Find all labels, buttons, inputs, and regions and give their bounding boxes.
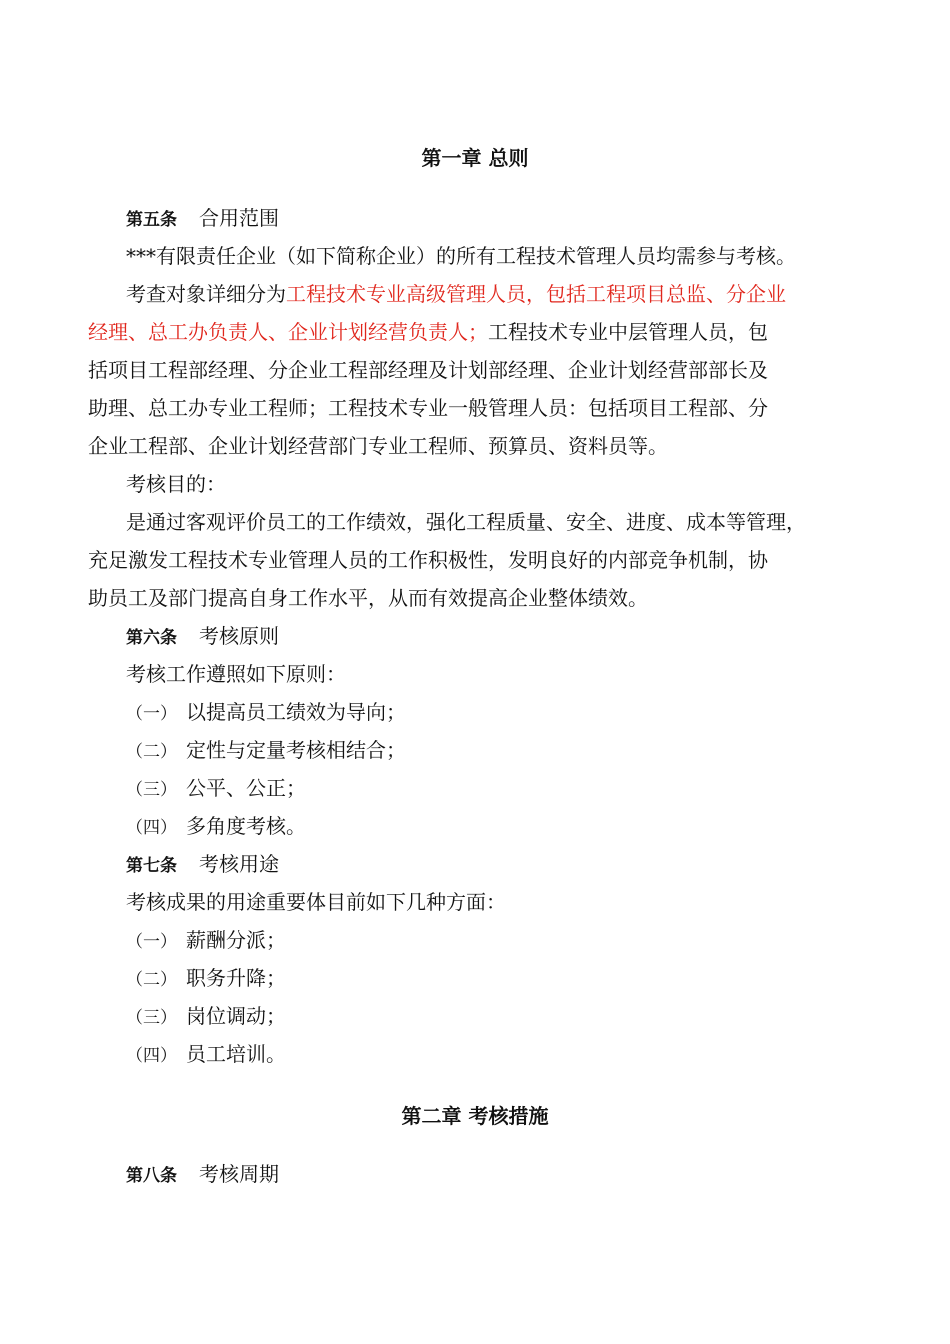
article-6-heading — [126, 622, 863, 652]
list-item — [126, 736, 863, 766]
article-5-heading — [126, 204, 863, 234]
list-text: 定性与定量考核相结合； — [186, 738, 406, 762]
article-5-para-2-line-2 — [88, 318, 863, 346]
list-marker: （三） — [126, 780, 177, 800]
list-item — [126, 774, 863, 804]
article-5-para-4-line-1: 是通过客观评价员工的工作绩效，强化工程质量、安全、进度、成本等管理， — [126, 510, 806, 534]
list-item — [126, 812, 863, 842]
list-item — [126, 964, 863, 994]
article-5-para-4-line-2: 充足激发工程技术专业管理人员的工作积极性，发明良好的内部竞争机制，协 — [88, 548, 768, 572]
article-7-label: 第七条 — [126, 856, 177, 876]
article-5-para-2-line-5: 企业工程部、企业计划经营部门专业工程师、预算员、资料员等。 — [88, 434, 668, 458]
list-text: 公平、公正； — [186, 776, 306, 800]
list-text: 岗位调动； — [186, 1004, 286, 1028]
list-text: 职务升降； — [186, 966, 286, 990]
list-item — [126, 926, 863, 956]
list-marker: （二） — [126, 970, 177, 990]
list-marker: （二） — [126, 742, 177, 762]
article-7-intro: 考核成果的用途重要体目前如下几种方面： — [126, 890, 506, 914]
article-5-para-3: 考核目的： — [126, 472, 226, 496]
list-marker: （一） — [126, 932, 177, 952]
article-8-title: 考核周期 — [199, 1162, 279, 1186]
list-text: 薪酬分派； — [186, 928, 286, 952]
article-8-label: 第八条 — [126, 1166, 177, 1186]
article-6-title: 考核原则 — [199, 624, 279, 648]
highlighted-text: 工程技术专业高级管理人员，包括工程项目总监、分企业 — [286, 282, 786, 306]
text-run: 工程技术专业中层管理人员，包 — [488, 320, 768, 344]
article-5-para-1: ***有限责任企业（如下简称企业）的所有工程技术管理人员均需参与考核。 — [126, 244, 796, 268]
article-5-para-2-line-4: 助理、总工办专业工程师；工程技术专业一般管理人员：包括项目工程部、分 — [88, 396, 768, 420]
article-8-heading — [126, 1160, 863, 1190]
chapter-2-heading: 第二章 考核措施 — [401, 1104, 549, 1128]
highlighted-text: 经理、总工办负责人、企业计划经营负责人； — [88, 320, 488, 344]
list-text: 多角度考核。 — [186, 814, 306, 838]
list-marker: （三） — [126, 1008, 177, 1028]
list-item — [126, 698, 863, 728]
list-marker: （一） — [126, 704, 177, 724]
article-6-label: 第六条 — [126, 628, 177, 648]
article-5-title: 合用范围 — [199, 206, 279, 230]
article-5-para-4-line-3: 助员工及部门提高自身工作水平，从而有效提高企业整体绩效。 — [88, 586, 648, 610]
article-5-label: 第五条 — [126, 210, 177, 230]
article-5-para-2-line-3: 括项目工程部经理、分企业工程部经理及计划部经理、企业计划经营部部长及 — [88, 358, 768, 382]
list-item — [126, 1002, 863, 1032]
list-marker: （四） — [126, 1046, 177, 1066]
article-5-para-2-line-1 — [126, 280, 863, 308]
article-7-heading — [126, 850, 863, 880]
list-item — [126, 1040, 863, 1070]
chapter-1-heading: 第一章 总则 — [421, 146, 529, 170]
list-text: 员工培训。 — [186, 1042, 286, 1066]
article-6-intro: 考核工作遵照如下原则： — [126, 662, 346, 686]
list-text: 以提高员工绩效为导向； — [186, 700, 406, 724]
text-run: 考查对象详细分为 — [126, 282, 286, 306]
list-marker: （四） — [126, 818, 177, 838]
article-7-title: 考核用途 — [199, 852, 279, 876]
